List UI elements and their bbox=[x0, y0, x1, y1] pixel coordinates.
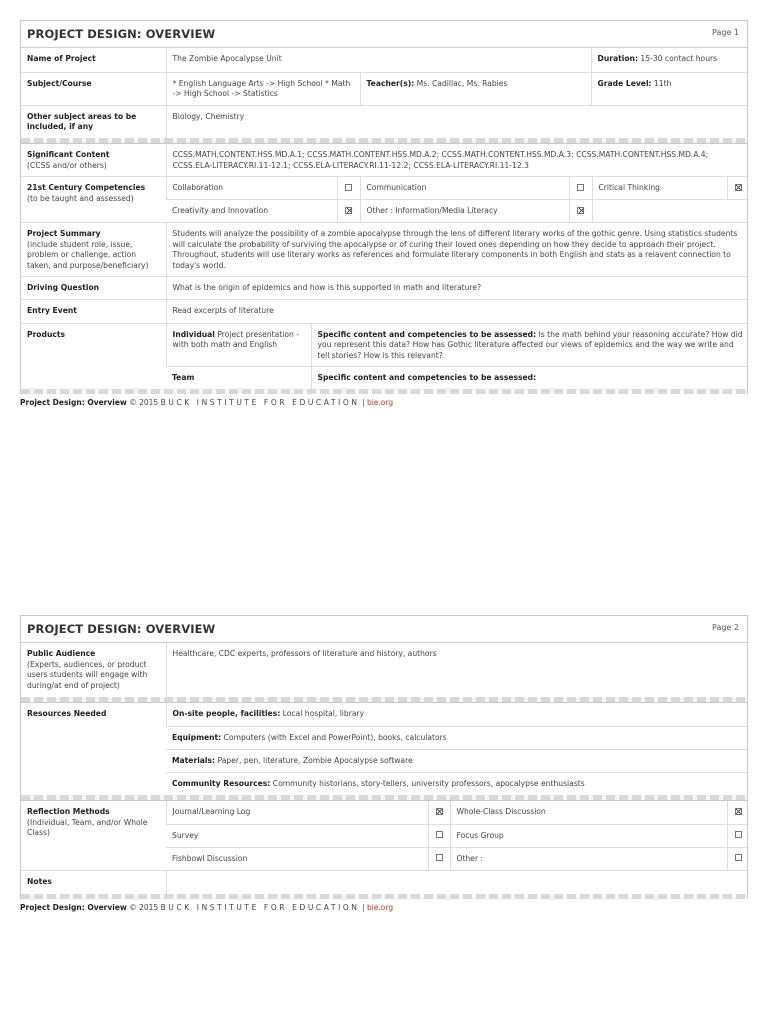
products-table bbox=[21, 323, 749, 389]
row-products-individual bbox=[21, 323, 749, 367]
footer-title: Project Design: Overview bbox=[20, 397, 127, 407]
comp-other-checkbox[interactable] bbox=[577, 207, 584, 214]
content-label-cell bbox=[21, 144, 166, 177]
row-project-summary bbox=[21, 223, 749, 277]
section-divider bbox=[20, 389, 748, 394]
audience-table bbox=[21, 643, 749, 697]
comp-collaboration-label: Collaboration bbox=[166, 177, 337, 200]
community-cell bbox=[166, 772, 749, 795]
reflection-whole-class-cell bbox=[727, 801, 749, 824]
resources-table bbox=[21, 703, 749, 795]
comp-communication-label: Communication bbox=[360, 177, 569, 200]
entry-label: Entry Event bbox=[21, 300, 166, 323]
row-onsite bbox=[21, 703, 749, 726]
reflection-label-cell bbox=[21, 801, 166, 870]
notes-table bbox=[21, 870, 749, 894]
page-1-number: Page 1 bbox=[712, 28, 739, 37]
page-2-title: PROJECT DESIGN: OVERVIEW bbox=[27, 622, 216, 636]
reflection-journal-cell bbox=[428, 801, 450, 824]
summary-label-cell bbox=[21, 223, 166, 277]
page-2-form-c bbox=[20, 800, 748, 894]
footer-org: BUCK INSTITUTE FOR EDUCATION bbox=[160, 902, 360, 912]
driving-value: What is the origin of epidemics and how is this supported in math and literature? bbox=[166, 277, 749, 300]
row-notes bbox=[21, 871, 749, 894]
footer-separator: | bbox=[359, 397, 367, 407]
driving-label: Driving Question bbox=[21, 277, 166, 300]
audience-value: Healthcare, CDC experts, professors of literature and history, authors bbox=[166, 643, 749, 697]
reflection-other-cell bbox=[727, 847, 749, 870]
overview-table-1 bbox=[21, 48, 749, 138]
teacher-value: Ms. Cadillac, Ms. Rabies bbox=[414, 78, 508, 88]
overview-table-2 bbox=[21, 144, 749, 323]
individual-label: Individual bbox=[172, 329, 215, 339]
comp-empty-cell bbox=[592, 200, 749, 223]
page-2 bbox=[20, 615, 748, 914]
materials-label: Materials: bbox=[172, 755, 216, 765]
summary-sub: (include student role, issue, problem or challenge, action taken, and purpose/beneficiary) bbox=[27, 239, 149, 270]
teacher-label: Teacher(s): bbox=[366, 78, 415, 88]
comp-communication-cell bbox=[569, 177, 592, 200]
page-2-footer bbox=[20, 902, 748, 914]
grade-value: 11th bbox=[651, 78, 672, 88]
grade-label: Grade Level: bbox=[597, 78, 652, 88]
duration-label: Duration: bbox=[597, 54, 639, 63]
comp-critical-thinking-label: Critical Thinking bbox=[592, 177, 727, 200]
reflection-journal-checkbox[interactable] bbox=[436, 808, 443, 815]
page-1-form bbox=[20, 20, 748, 138]
reflection-survey-cell bbox=[428, 824, 450, 847]
reflection-focus-group-cell bbox=[727, 824, 749, 847]
equipment-cell bbox=[166, 726, 749, 749]
grade-cell bbox=[591, 72, 749, 105]
comp-label: 21st Century Competencies bbox=[27, 183, 146, 192]
comp-communication-checkbox[interactable] bbox=[577, 184, 584, 191]
individual-value: Project presentation - with both math and English bbox=[172, 329, 299, 349]
equipment-label: Equipment: bbox=[172, 732, 222, 742]
notes-label: Notes bbox=[21, 871, 166, 894]
content-label: Significant Content bbox=[27, 150, 110, 159]
name-label: Name of Project bbox=[27, 54, 96, 63]
summary-value: Students will analyze the possibility of a zombie apocalypse through the lens of different literary works of the gothic genre. Using statistics students will calculate the probability of surviving the apocalypse or of curing their loved ones depending on how they decide to approach their project. Throughout, students will use literary works as references and formulate literary components in both English and stats as a relavent connection to today's world. bbox=[166, 223, 749, 277]
reflection-whole-class-label: Whole-Class Discussion bbox=[450, 801, 727, 824]
row-significant-content bbox=[21, 144, 749, 177]
other-subjects-label: Other subject areas to be included, if any bbox=[21, 105, 166, 138]
reflection-table bbox=[21, 801, 749, 870]
subject-label: Subject/Course bbox=[21, 72, 166, 105]
audience-sub: (Experts, audiences, or product users students will engage with during/at end of project) bbox=[27, 659, 148, 690]
summary-label: Project Summary bbox=[27, 229, 101, 238]
comp-other-label: Other : Information/Media Literacy bbox=[360, 200, 569, 223]
footer-link[interactable]: bie.org bbox=[366, 397, 394, 407]
reflection-fishbowl-checkbox[interactable] bbox=[436, 854, 443, 861]
comp-critical-thinking-checkbox[interactable] bbox=[735, 184, 742, 191]
row-driving-question bbox=[21, 277, 749, 300]
products-label: Products bbox=[21, 323, 166, 389]
community-label: Community Resources: bbox=[172, 778, 271, 788]
comp-sub: (to be taught and assessed) bbox=[27, 193, 134, 203]
reflection-focus-group-label: Focus Group bbox=[450, 824, 727, 847]
reflection-sub: (Individual, Team, and/or Whole Class) bbox=[27, 817, 148, 837]
footer-link[interactable]: bie.org bbox=[366, 902, 394, 912]
subject-value: * English Language Arts -> High School * Math -> High School -> Statistics bbox=[166, 72, 360, 105]
comp-other-cell bbox=[569, 200, 592, 223]
materials-value: Paper, pen, literature, Zombie Apocalypse software bbox=[215, 755, 413, 765]
individual-spec-value: Is the math behind your reasoning accurate? How did you represent this data? How has Gothic literature affected our views of epidemics and the way we write and tell stories? How is this relevant? bbox=[317, 329, 743, 360]
reflection-whole-class-checkbox[interactable] bbox=[735, 808, 742, 815]
onsite-value: Local hospital, library bbox=[280, 709, 365, 718]
other-subjects-value: Biology, Chemistry bbox=[166, 105, 749, 138]
reflection-label: Reflection Methods bbox=[27, 807, 110, 816]
teacher-cell bbox=[360, 72, 591, 105]
materials-cell bbox=[166, 749, 749, 772]
row-subject bbox=[21, 72, 749, 105]
page-1-footer bbox=[20, 397, 748, 409]
individual-cell bbox=[166, 323, 311, 367]
page-1-header bbox=[21, 21, 747, 48]
page-2-form bbox=[20, 615, 748, 697]
footer-copyright: © 2015 bbox=[126, 902, 161, 912]
reflection-focus-group-checkbox[interactable] bbox=[735, 831, 742, 838]
row-entry-event bbox=[21, 300, 749, 323]
row-reflection-1 bbox=[21, 801, 749, 824]
page-1-title: PROJECT DESIGN: OVERVIEW bbox=[27, 27, 216, 41]
row-other-subjects bbox=[21, 105, 749, 138]
reflection-fishbowl-cell bbox=[428, 847, 450, 870]
row-competencies-1 bbox=[21, 177, 749, 200]
individual-spec-label: Specific content and competencies to be assessed: bbox=[317, 329, 537, 339]
row-public-audience bbox=[21, 643, 749, 697]
page-1 bbox=[20, 20, 748, 409]
page-2-header bbox=[21, 616, 747, 643]
reflection-other-checkbox[interactable] bbox=[735, 854, 742, 861]
duration-cell bbox=[591, 48, 749, 72]
notes-value[interactable] bbox=[166, 871, 749, 894]
equipment-value: Computers (with Excel and PowerPoint), books, calculators bbox=[221, 732, 447, 742]
onsite-label: On-site people, facilities: bbox=[172, 709, 281, 718]
reflection-survey-checkbox[interactable] bbox=[436, 831, 443, 838]
page-2-number: Page 2 bbox=[712, 623, 739, 632]
duration-value: 15-30 contact hours bbox=[638, 54, 718, 63]
section-divider bbox=[20, 894, 748, 899]
comp-critical-thinking-cell bbox=[727, 177, 749, 200]
comp-creativity-checkbox[interactable] bbox=[345, 207, 352, 214]
reflection-survey-label: Survey bbox=[166, 824, 428, 847]
comp-creativity-cell bbox=[337, 200, 360, 223]
reflection-other-label: Other : bbox=[450, 847, 727, 870]
footer-separator: | bbox=[359, 902, 367, 912]
footer-title: Project Design: Overview bbox=[20, 902, 127, 912]
team-spec-label: Specific content and competencies to be assessed: bbox=[311, 367, 749, 389]
audience-label-cell bbox=[21, 643, 166, 697]
comp-label-cell bbox=[21, 177, 166, 223]
row-project-name bbox=[21, 48, 749, 72]
individual-spec-cell bbox=[311, 323, 749, 367]
page-2-form-b bbox=[20, 702, 748, 795]
name-value: The Zombie Apocalypse Unit bbox=[166, 48, 591, 72]
comp-collaboration-checkbox[interactable] bbox=[345, 184, 352, 191]
onsite-cell bbox=[166, 703, 749, 726]
page-1-form-b bbox=[20, 143, 748, 389]
community-value: Community historians, story-tellers, university professors, apocalypse enthusiasts bbox=[270, 778, 585, 788]
reflection-journal-label: Journal/Learning Log bbox=[166, 801, 428, 824]
footer-org: BUCK INSTITUTE FOR EDUCATION bbox=[160, 397, 360, 407]
audience-label: Public Audience bbox=[27, 649, 96, 658]
comp-collaboration-cell bbox=[337, 177, 360, 200]
reflection-fishbowl-label: Fishbowl Discussion bbox=[166, 847, 428, 870]
comp-creativity-label: Creativity and Innovation bbox=[166, 200, 337, 223]
footer-copyright: © 2015 bbox=[126, 397, 161, 407]
entry-value: Read excerpts of literature bbox=[166, 300, 749, 323]
resources-label: Resources Needed bbox=[27, 709, 107, 718]
content-value: CCSS.MATH.CONTENT.HSS.MD.A.1; CCSS.MATH.CONTENT.HSS.MD.A.2; CCSS.MATH.CONTENT.HSS.MD.A.3; CCSS.MATH.CONTENT.HSS.MD.A.4; CCSS.ELA-LITERACY.RI.11-12.1; CCSS.ELA-LITERACY.RI.11-12.2; CCSS.ELA-LITERACY.RI.11-12.3 bbox=[166, 144, 749, 177]
team-label: Team bbox=[166, 367, 311, 389]
content-sub: (CCSS and/or others) bbox=[27, 160, 107, 170]
